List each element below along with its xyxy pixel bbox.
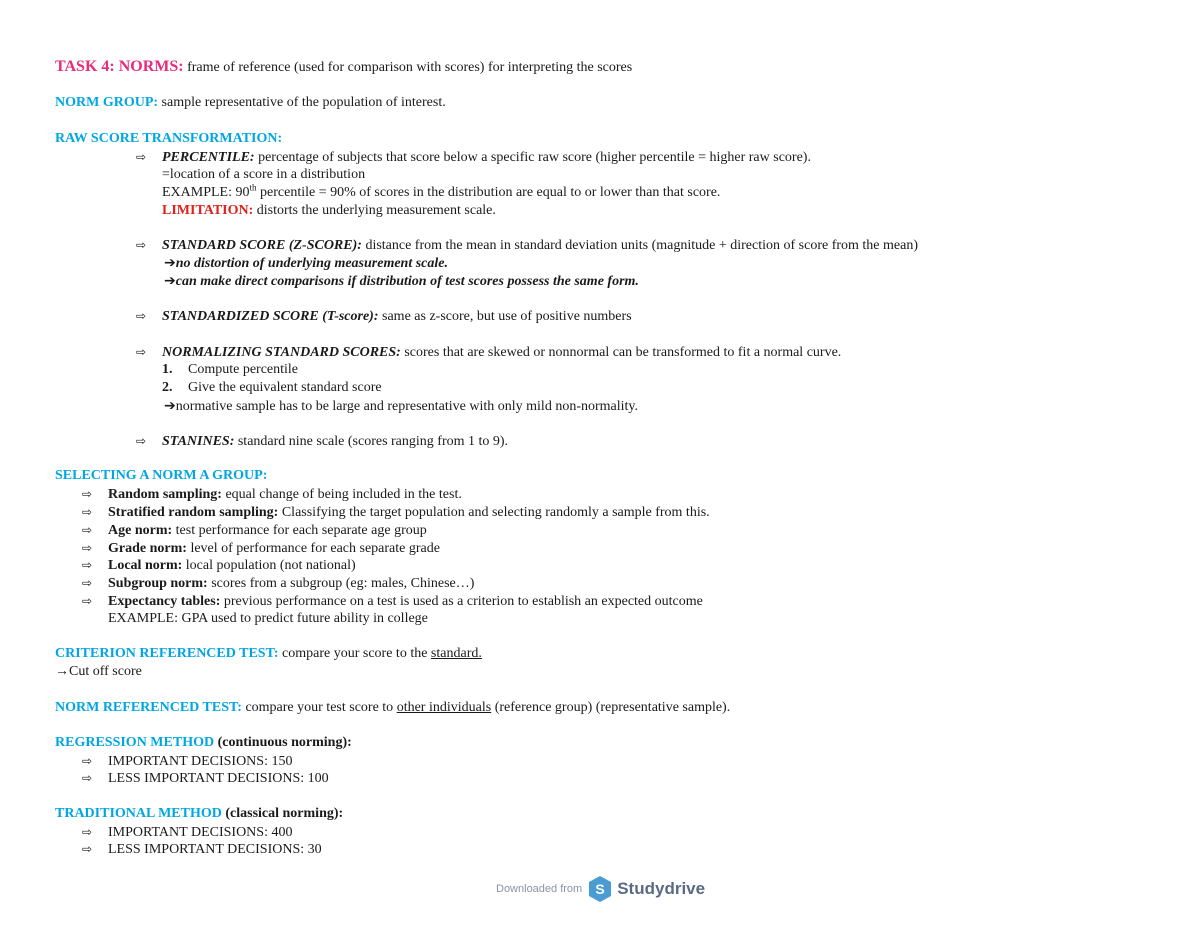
percentile-line2: =location of a score in a distribution: [162, 167, 366, 182]
step1-number: 1.: [162, 362, 173, 377]
regression-heading: [55, 734, 352, 752]
zscore-point1: [164, 254, 448, 272]
criterion-note: →Cut off score: [55, 664, 142, 679]
criterion-line: [55, 645, 482, 663]
stanines-label: STANINES:: [162, 434, 235, 449]
normalizing-line: [136, 343, 841, 361]
norm-group-line: [55, 94, 446, 112]
bold-right-arrow-icon: ➔: [164, 255, 176, 271]
stanines-text: standard nine scale (scores ranging from 1 to 9).: [234, 434, 509, 449]
item-text: test performance for each separate age group: [172, 523, 427, 538]
item-label: Subgroup norm:: [108, 576, 208, 591]
tscore-text: same as z-score, but use of positive numbers: [378, 309, 632, 324]
percentile-example-sup: th: [249, 182, 257, 193]
norm-group-label: NORM GROUP:: [55, 95, 159, 110]
zscore-label: STANDARD SCORE (Z-SCORE):: [162, 238, 362, 253]
hollow-right-arrow-icon: ⇨: [82, 523, 93, 537]
title-label: TASK 4: NORMS:: [55, 58, 184, 75]
list-item: [82, 556, 356, 574]
traditional-heading: [55, 805, 343, 823]
hollow-right-arrow-icon: ⇨: [82, 842, 93, 856]
traditional-suffix: (classical norming):: [221, 806, 344, 821]
footer-watermark[interactable]: [496, 872, 705, 906]
zscore-point2: [164, 272, 639, 290]
regression-suffix: (continuous norming):: [214, 735, 352, 750]
item-label: Stratified random sampling:: [108, 505, 279, 520]
hollow-right-arrow-icon: ⇨: [82, 754, 93, 768]
norm-ref-text: compare your test score to: [241, 700, 397, 715]
normalizing-step1: [162, 361, 298, 379]
list-item: [82, 539, 440, 557]
zscore-point1-text: no distortion of underlying measurement scale.: [175, 256, 448, 271]
percentile-limitation: [162, 202, 496, 220]
percentile-text: percentage of subjects that score below a specific raw score (higher percentile = higher raw score).: [254, 150, 811, 165]
hollow-right-arrow-icon: ⇨: [82, 594, 93, 608]
hollow-right-arrow-icon: ⇨: [82, 487, 93, 501]
traditional-label: TRADITIONAL METHOD: [55, 806, 222, 821]
list-item: [82, 485, 462, 503]
item-text: LESS IMPORTANT DECISIONS: 30: [108, 842, 322, 857]
item-text: equal change of being included in the test.: [221, 487, 462, 502]
percentile-example-post: percentile = 90% of scores in the distribution are equal to or lower than that score.: [256, 185, 721, 200]
limitation-text: distorts the underlying measurement scale.: [253, 203, 496, 218]
normalizing-step2: [162, 379, 382, 397]
hollow-right-arrow-icon: ⇨: [136, 150, 147, 164]
item-label: Random sampling:: [108, 487, 222, 502]
zscore-line: [136, 236, 918, 254]
limitation-label: LIMITATION:: [162, 203, 254, 218]
norm-ref-label: NORM REFERENCED TEST:: [55, 700, 242, 715]
item-text: level of performance for each separate grade: [186, 541, 440, 556]
studydrive-logo-icon: [588, 875, 612, 903]
percentile-example-pre: EXAMPLE: 90: [162, 185, 250, 200]
list-item: [82, 574, 474, 592]
norm-ref-underlined: other individuals: [396, 700, 492, 715]
step2-text: Give the equivalent standard score: [188, 380, 382, 395]
item-text: local population (not national): [182, 558, 356, 573]
bold-right-arrow-icon: ➔: [164, 273, 176, 289]
item-text: Classifying the target population and selecting randomly a sample from this.: [278, 505, 710, 520]
normalizing-text: scores that are skewed or nonnormal can be transformed to fit a normal curve.: [400, 345, 842, 360]
svg-text:S: S: [595, 881, 605, 897]
percentile-label: PERCENTILE:: [162, 150, 255, 165]
percentile-line: [136, 148, 811, 166]
step2-number: 2.: [162, 380, 173, 395]
list-item: [82, 840, 322, 858]
criterion-underlined: standard.: [430, 646, 482, 661]
item-label: Age norm:: [108, 523, 173, 538]
stanines-line: [136, 432, 508, 450]
item-text: LESS IMPORTANT DECISIONS: 100: [108, 771, 329, 786]
hollow-right-arrow-icon: ⇨: [82, 558, 93, 572]
hollow-right-arrow-icon: ⇨: [82, 825, 93, 839]
norm-ref-line: [55, 699, 730, 717]
hollow-right-arrow-icon: ⇨: [82, 541, 93, 555]
norm-ref-text-after: (reference group) (representative sample).: [491, 700, 731, 715]
selecting-example: EXAMPLE: GPA used to predict future ability in college: [108, 611, 428, 626]
list-item: [82, 823, 292, 841]
normalizing-note: [164, 397, 638, 415]
tscore-label: STANDARDIZED SCORE (T-score):: [162, 309, 379, 324]
item-text: IMPORTANT DECISIONS: 150: [108, 754, 293, 769]
list-item: [82, 521, 427, 539]
regression-label: REGRESSION METHOD: [55, 735, 215, 750]
studydrive-brand: Studydrive: [617, 879, 706, 898]
item-label: Local norm:: [108, 558, 183, 573]
item-text: scores from a subgroup (eg: males, Chinese…): [207, 576, 475, 591]
title-text: frame of reference (used for comparison with scores) for interpreting the scores: [183, 60, 633, 75]
hollow-right-arrow-icon: ⇨: [82, 576, 93, 590]
item-text: previous performance on a test is used as a criterion to establish an expected outcome: [220, 594, 703, 609]
normalizing-label: NORMALIZING STANDARD SCORES:: [162, 345, 401, 360]
list-item: [82, 592, 703, 610]
zscore-point2-text: can make direct comparisons if distribution of test scores possess the same form.: [175, 274, 639, 289]
hollow-right-arrow-icon: ⇨: [136, 434, 147, 448]
step1-text: Compute percentile: [188, 362, 299, 377]
item-text: IMPORTANT DECISIONS: 400: [108, 825, 293, 840]
list-item: [82, 503, 710, 521]
criterion-text: compare your score to the: [278, 646, 431, 661]
item-label: Expectancy tables:: [108, 594, 221, 609]
selecting-heading: SELECTING A NORM A GROUP:: [55, 468, 268, 483]
hollow-right-arrow-icon: ⇨: [136, 309, 147, 323]
norm-group-text: sample representative of the population of interest.: [158, 95, 446, 110]
list-item: [82, 769, 329, 787]
criterion-label: CRITERION REFERENCED TEST:: [55, 646, 279, 661]
hollow-right-arrow-icon: ⇨: [136, 238, 147, 252]
hollow-right-arrow-icon: ⇨: [136, 345, 147, 359]
item-label: Grade norm:: [108, 541, 187, 556]
percentile-example: [162, 184, 720, 202]
tscore-line: [136, 307, 632, 325]
hollow-right-arrow-icon: ⇨: [82, 771, 93, 785]
hollow-right-arrow-icon: ⇨: [82, 505, 93, 519]
downloaded-from-text: Downloaded from: [496, 883, 583, 895]
page-title: [55, 58, 632, 76]
normalizing-note-text: normative sample has to be large and representative with only mild non-normality.: [175, 399, 639, 414]
bold-right-arrow-icon: ➔: [164, 398, 176, 414]
raw-score-heading: RAW SCORE TRANSFORMATION:: [55, 131, 283, 146]
list-item: [82, 752, 292, 770]
zscore-text: distance from the mean in standard deviation units (magnitude + direction of score from the mean): [361, 238, 918, 253]
